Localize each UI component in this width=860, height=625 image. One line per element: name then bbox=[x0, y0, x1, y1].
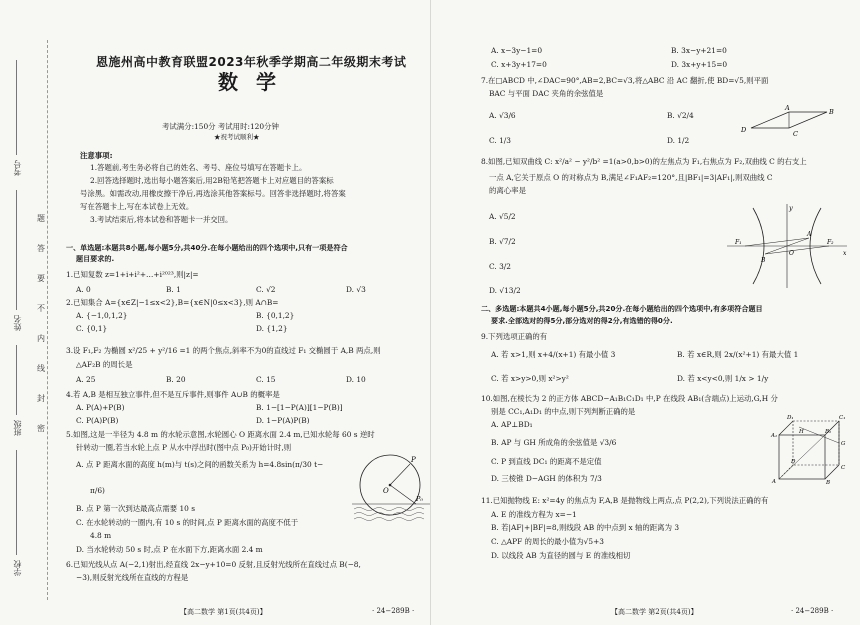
q8-stem-3: 的离心率是 bbox=[489, 186, 526, 195]
q3-stem: 3.设 F₁,F₂ 为椭圆 x²/25 + y²/16 =1 的两个焦点,斜率不为0的直线过 F₁ 交椭圆于 A,B 两点,则 bbox=[66, 346, 381, 355]
notes-line: 2.回答选择题时,选出每小题答案后,用2B铅笔把答题卡上对应题目的答案标 bbox=[90, 176, 334, 185]
q10-option-c: C. P 到直线 DC₁ 的距离不是定值 bbox=[491, 457, 602, 466]
q2-option-c: C. {0,1} bbox=[76, 324, 108, 333]
q9-stem: 9.下列选项正确的有 bbox=[481, 332, 548, 341]
footer-page-2: 【高二数学 第2页(共4页)】 bbox=[611, 608, 698, 616]
fig-label: x bbox=[843, 250, 847, 257]
q4-option-d: D. 1−P(A)P(B) bbox=[256, 416, 310, 425]
seal-char: 线 bbox=[37, 364, 45, 373]
q11-option-b: B. 若|AF|+|BF|=8,则线段 AB 的中点到 x 轴的距离为 3 bbox=[491, 523, 680, 532]
q6-option-d: D. 3x+y+15=0 bbox=[671, 60, 728, 69]
waterwheel-figure bbox=[352, 452, 432, 527]
q11-option-c: C. △APF 的周长的最小值为√5+3 bbox=[491, 537, 604, 546]
q10-option-a: A. AP⊥BD₁ bbox=[491, 420, 533, 429]
section1-heading-2: 题目要求的. bbox=[76, 254, 115, 263]
fig-label: C bbox=[793, 130, 798, 138]
fig-label: G bbox=[841, 441, 846, 447]
q5-option-a: A. 点 P 距离水面的高度 h(m)与 t(s)之间的函数关系为 h=4.8sin(π/30 t− bbox=[76, 460, 324, 469]
q9-option-b: B. 若 x∈R,则 2x/(x²+1) 有最大值 1 bbox=[677, 350, 799, 359]
q11-option-d: D. 以线段 AB 为直径的圆与 E 的准线相切 bbox=[491, 551, 631, 560]
q11-stem: 11.已知抛物线 E: x²=4y 的焦点为 F,A,B 是抛物线上两点,点 P(2,2),下列说法正确的有 bbox=[481, 496, 769, 505]
q4-option-a: A. P(A)+P(B) bbox=[76, 403, 125, 412]
exam-info: 考试满分:150分 考试用时:120分钟 bbox=[162, 122, 279, 131]
q1-stem: 1.已知复数 z=1+i+i²+…+i²⁰²³,则|z|= bbox=[66, 270, 199, 279]
fig-label: A bbox=[785, 104, 790, 112]
seal-char: 内 bbox=[37, 334, 45, 343]
fig-label: D bbox=[741, 126, 747, 134]
q7-stem: 7.在□ABCD 中,∠DAC=90°,AB=2,BC=√3,将△ABC 沿 AC 翻折,使 BD=√5,则平面 bbox=[481, 76, 769, 85]
q7-option-b: B. √2/4 bbox=[667, 111, 694, 120]
q9-option-a: A. 若 x>1,则 x+4/(x+1) 有最小值 3 bbox=[491, 350, 616, 359]
q6-stem-2: −3),则反射光线所在直线的方程是 bbox=[76, 573, 189, 582]
banji-line bbox=[16, 345, 17, 415]
wish-text: ★祝考试顺利★ bbox=[214, 133, 260, 141]
q10-stem-2: 别是 CC₁,A₁D₁ 的中点,则下列判断正确的是 bbox=[491, 407, 636, 416]
page-2 bbox=[430, 0, 860, 625]
q10-stem: 10.如图,在棱长为 2 的正方体 ABCD−A₁B₁C₁D₁ 中,P 在线段 AB₁(含端点)上运动,G,H 分 bbox=[481, 394, 778, 403]
q2-option-b: B. {0,1,2} bbox=[256, 311, 295, 320]
fig-label: A bbox=[807, 231, 812, 238]
q2-option-a: A. {−1,0,1,2} bbox=[76, 311, 128, 320]
notes-line: 1.答题前,考生务必将自己的姓名、考号、座位号填写在答题卡上。 bbox=[90, 163, 307, 172]
q3-stem-2: △AF₂B 的周长是 bbox=[76, 360, 133, 369]
q5-option-d: D. 当水轮转动 50 s 时,点 P 在水面下方,距离水面 2.4 m bbox=[76, 545, 263, 554]
q2-stem: 2.已知集合 A={x∈Z|−1≤x<2},B={x∈N|0≤x<3},则 A∩B= bbox=[66, 298, 279, 307]
label-kaohao: 考号 bbox=[13, 160, 22, 176]
fig-label: B₁ bbox=[825, 429, 832, 435]
q10-option-b: B. AP 与 GH 所成角的余弦值是 √3/6 bbox=[491, 438, 617, 447]
footer-page-1: 【高二数学 第1页(共4页)】 bbox=[180, 608, 267, 616]
q5-option-c-2: 4.8 m bbox=[90, 531, 112, 540]
fig-label: P₀ bbox=[416, 495, 423, 503]
fig-label: P bbox=[411, 456, 416, 464]
fig-label: y bbox=[789, 204, 793, 212]
label-xuexiao: 学校 bbox=[13, 560, 22, 576]
q8-option-d: D. √13/2 bbox=[489, 286, 521, 295]
q5-stem-2: 针转动一圈,若当水轮上点 P 从水中浮出时(图中点 P₀)开始计时,则 bbox=[76, 443, 292, 452]
q9-option-c: C. 若 x>y>0,则 x²>y² bbox=[491, 374, 569, 383]
q7-option-d: D. 1/2 bbox=[667, 136, 690, 145]
q6-option-b: B. 3x−y+21=0 bbox=[671, 46, 727, 55]
q5-option-b: B. 点 P 第一次到达最高点需要 10 s bbox=[76, 504, 195, 513]
fig-label: H bbox=[799, 429, 804, 435]
q5-option-c: C. 在水轮转动的一圈内,有 10 s 的时间,点 P 距离水面的高度不低于 bbox=[76, 518, 299, 527]
q2-option-d: D. {1,2} bbox=[256, 324, 288, 333]
q4-option-b: B. 1−[1−P(A)][1−P(B)] bbox=[256, 403, 343, 412]
section2-heading-2: 要求.全部选对的得5分,部分选对的得2分,有选错的得0分. bbox=[491, 316, 673, 325]
q10-option-d: D. 三棱锥 D−AGH 的体积为 7/3 bbox=[491, 474, 602, 483]
seal-char: 题 bbox=[37, 214, 45, 223]
seal-line bbox=[47, 40, 48, 600]
notes-line: 3.考试结束后,将本试卷和答题卡一并交回。 bbox=[90, 215, 233, 224]
q11-option-a: A. E 的准线方程为 x=−1 bbox=[491, 510, 577, 519]
q6-option-a: A. x−3y−1=0 bbox=[491, 46, 543, 55]
q1-option-a: A. 0 bbox=[76, 285, 91, 294]
seal-char: 不 bbox=[37, 304, 45, 313]
q1-option-b: B. 1 bbox=[166, 285, 181, 294]
q4-option-c: C. P(A)P(B) bbox=[76, 416, 119, 425]
fig-label: B bbox=[761, 257, 766, 264]
q3-option-c: C. 15 bbox=[256, 375, 276, 384]
fig-label: B bbox=[829, 108, 834, 116]
cube-figure bbox=[769, 413, 849, 485]
q7-option-a: A. √3/6 bbox=[489, 111, 516, 120]
fig-label: O bbox=[383, 487, 389, 495]
q8-stem-2: 一点 A,它关于原点 O 的对称点为 B,满足∠F₁AF₂=120°,且|BF₁|=3|AF₁|,则双曲线 C bbox=[489, 173, 773, 182]
seal-char: 要 bbox=[37, 274, 45, 283]
fig-label: A bbox=[772, 479, 776, 485]
q9-option-d: D. 若 x<y<0,则 1/x > 1/y bbox=[677, 374, 769, 383]
notes-line: 号涂黑。如需改动,用橡皮擦干净后,再选涂其他答案标号。回答非选择题时,将答案 bbox=[80, 189, 346, 198]
fig-label: C bbox=[841, 465, 846, 471]
notes-heading: 注意事项: bbox=[80, 151, 113, 160]
subject-title: 数学 bbox=[218, 70, 294, 94]
fig-label: F₁ bbox=[735, 239, 742, 246]
q3-option-d: D. 10 bbox=[346, 375, 366, 384]
fig-label: D₁ bbox=[787, 415, 794, 421]
exam-title: 恩施州高中教育联盟2023年秋季学期高二年级期末考试 bbox=[96, 55, 407, 69]
fig-label: B bbox=[826, 480, 831, 485]
q6-option-c: C. x+3y+17=0 bbox=[491, 60, 547, 69]
fig-label: C₁ bbox=[839, 415, 846, 421]
q6-stem: 6.已知光线从点 A(−2,1)射出,经直线 2x−y+10=0 反射,且反射光线所在直线过点 B(−8, bbox=[66, 560, 361, 569]
footer-code-1: · 24−289B · bbox=[372, 607, 415, 615]
q8-stem: 8.如图,已知双曲线 C: x²/a² − y²/b² =1(a>0,b>0)的左焦点为 F₁,右焦点为 F₂,双曲线 C 的右支上 bbox=[481, 157, 807, 166]
q1-option-c: C. √2 bbox=[256, 285, 276, 294]
fig-label: O bbox=[789, 250, 794, 257]
q3-option-b: B. 20 bbox=[166, 375, 186, 384]
fig-label: F₂ bbox=[827, 239, 834, 246]
q3-option-a: A. 25 bbox=[76, 375, 96, 384]
section2-heading: 二、多选题:本题共4小题,每小题5分,共20分.在每小题给出的四个选项中,有多项符合题目 bbox=[481, 304, 763, 313]
binding-margin bbox=[0, 0, 58, 625]
seal-char: 密 bbox=[37, 424, 45, 433]
notes-line: 写在答题卡上,写在本试卷上无效。 bbox=[80, 202, 194, 211]
q8-option-a: A. √5/2 bbox=[489, 212, 516, 221]
fig-label: A₁ bbox=[771, 433, 778, 439]
seal-char: 封 bbox=[37, 394, 45, 403]
q7-stem-2: BAC 与平面 DAC 夹角的余弦值是 bbox=[489, 89, 604, 98]
q7-option-c: C. 1/3 bbox=[489, 136, 511, 145]
section1-heading: 一、单选题:本题共8小题,每小题5分,共40分.在每小题给出的四个选项中,只有一项是符合 bbox=[66, 243, 348, 252]
q5-stem: 5.如图,这是一半径为 4.8 m 的水轮示意图,水轮圆心 O 距离水面 2.4 m,已知水轮每 60 s 逆时 bbox=[66, 430, 375, 439]
xuexiao-line bbox=[16, 450, 17, 555]
label-xingming: 姓名 bbox=[13, 315, 22, 331]
q8-option-b: B. √7/2 bbox=[489, 237, 516, 246]
q4-stem: 4.若 A,B 是相互独立事件,但不是互斥事件,则事件 A∪B 的概率是 bbox=[66, 390, 280, 399]
xingming-line bbox=[16, 190, 17, 310]
q8-option-c: C. 3/2 bbox=[489, 262, 511, 271]
kaohao-line bbox=[16, 60, 17, 155]
q5-option-a-2: π/6) bbox=[90, 486, 105, 495]
label-banji: 班级 bbox=[13, 420, 22, 436]
seal-char: 答 bbox=[37, 244, 45, 253]
footer-code-2: · 24−289B · bbox=[791, 607, 834, 615]
fig-label: D bbox=[791, 459, 796, 465]
parallelogram-figure bbox=[737, 104, 847, 146]
hyperbola-figure bbox=[723, 200, 853, 292]
q1-option-d: D. √3 bbox=[346, 285, 366, 294]
